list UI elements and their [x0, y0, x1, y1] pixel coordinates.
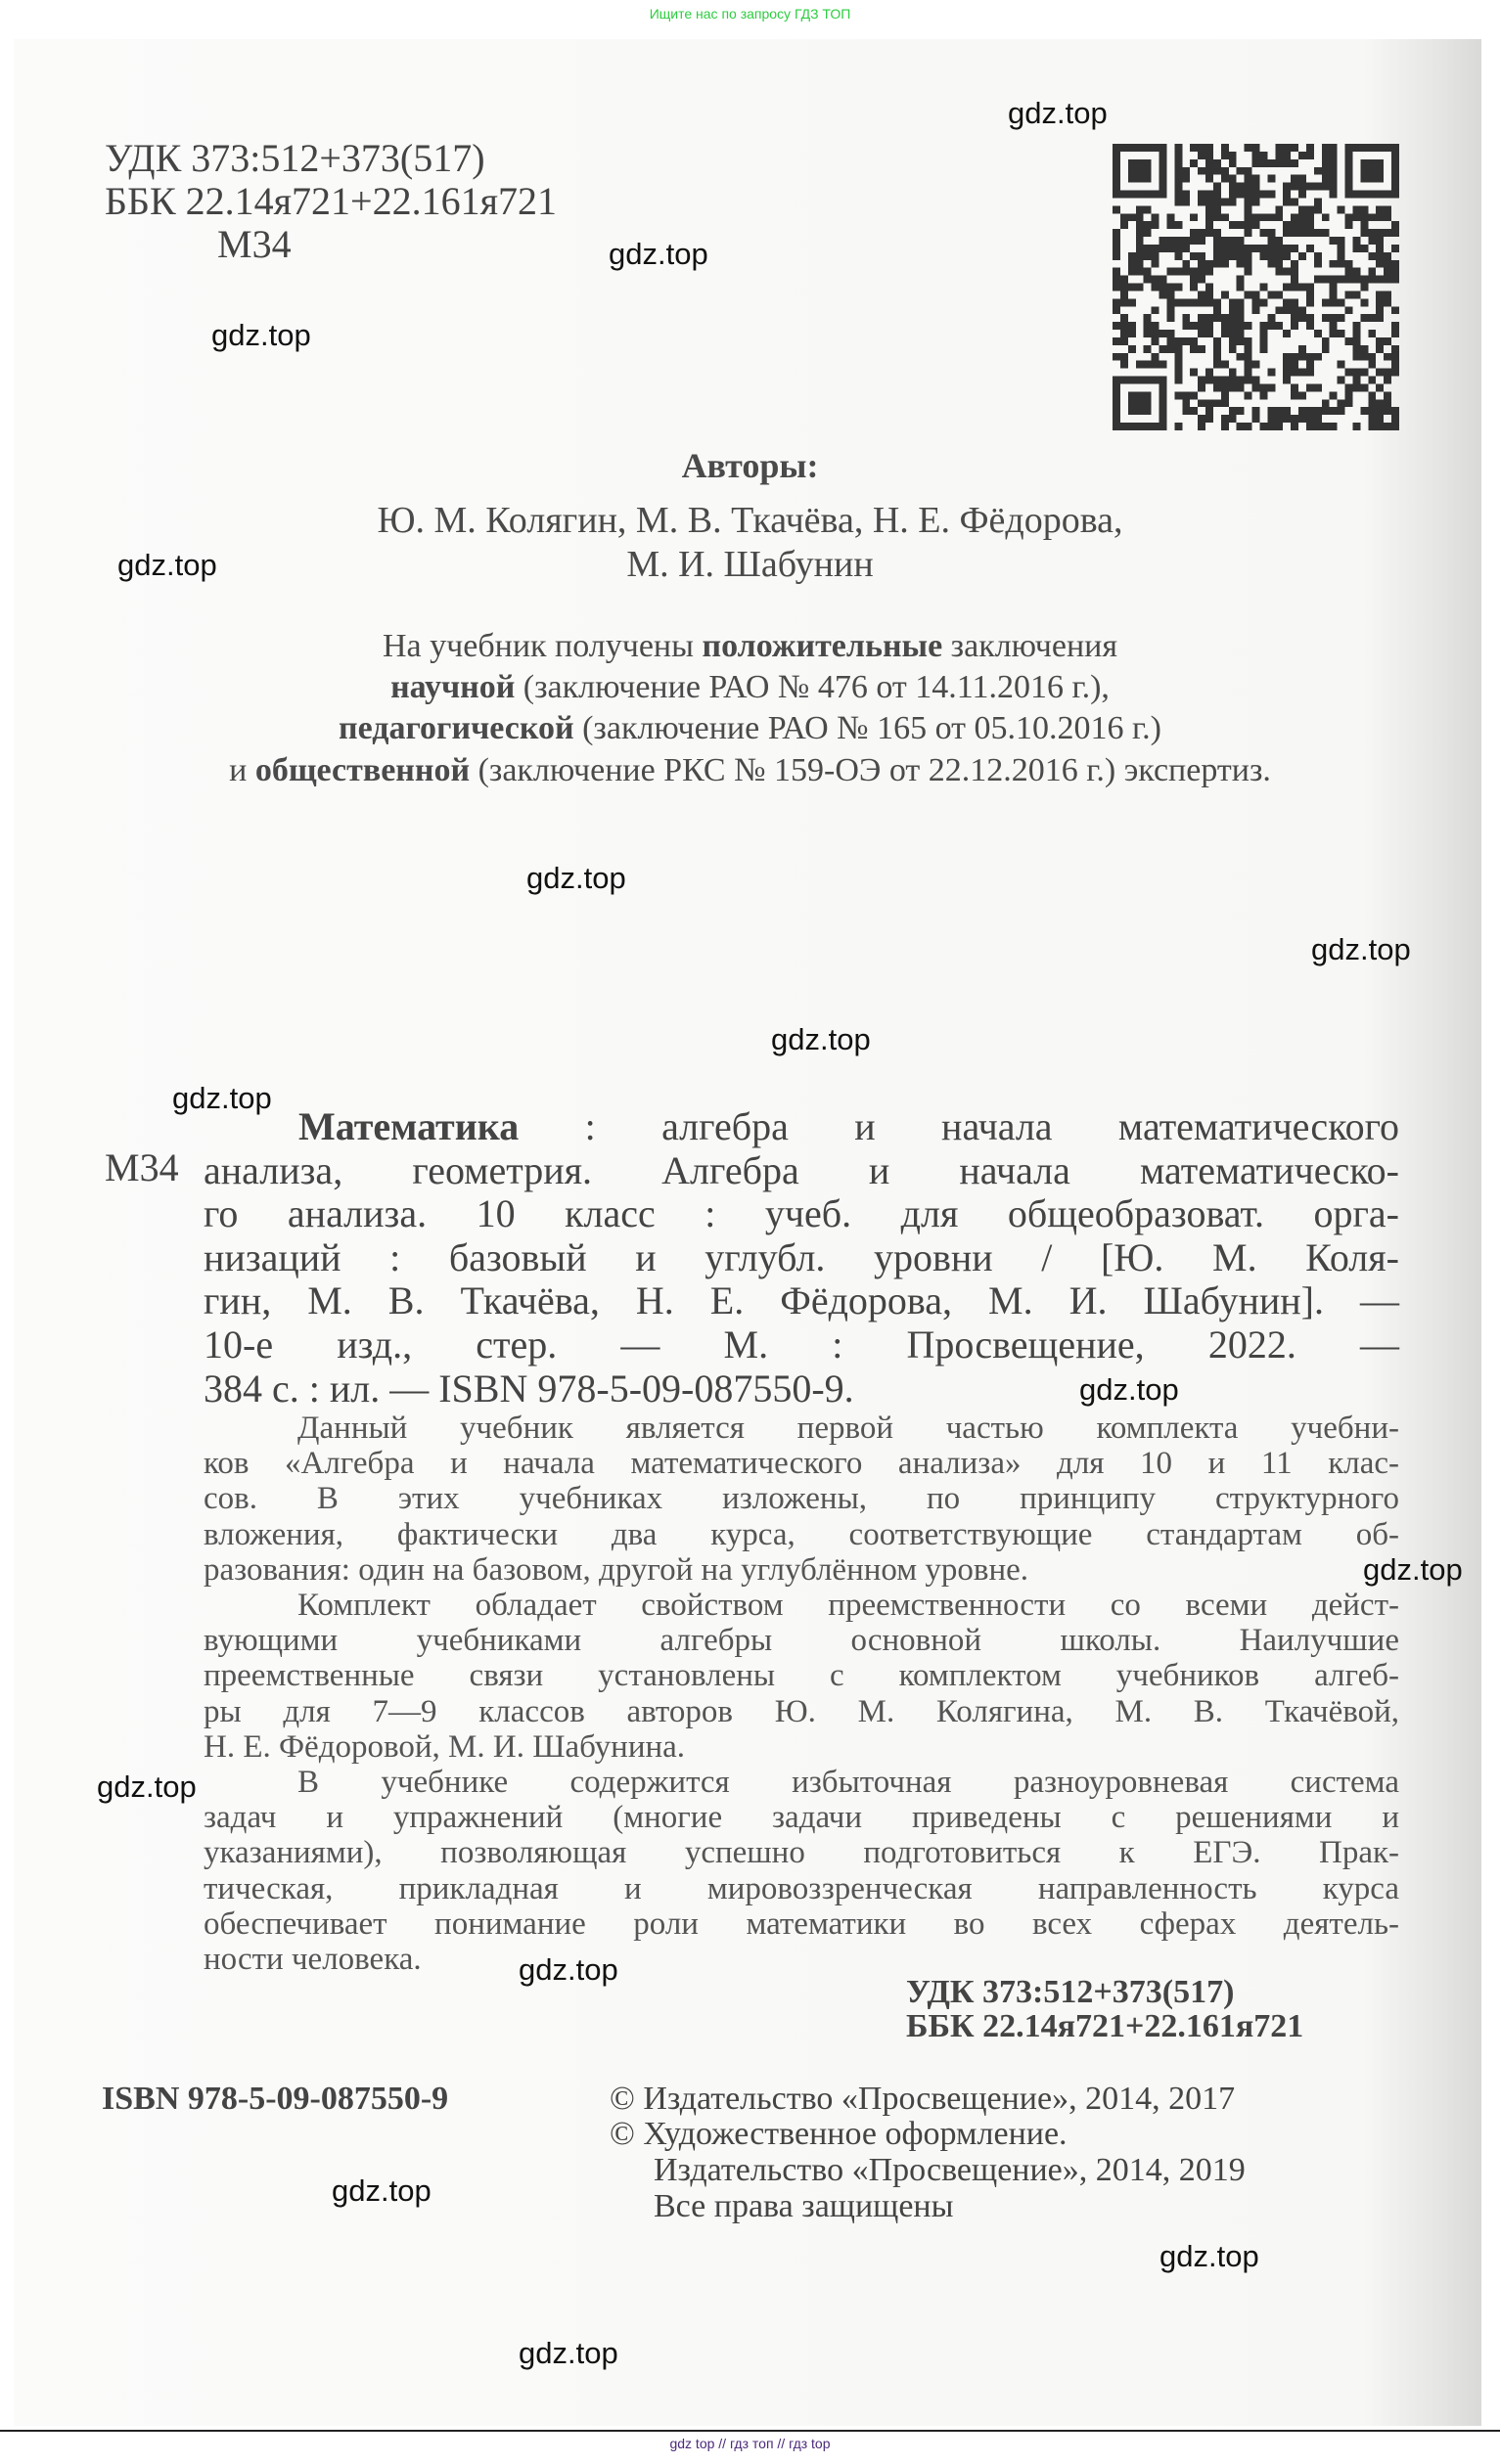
annotation-line: вложения, фактически два курса, соответствующие стандартам об- [204, 1516, 1399, 1552]
bbk-code-footer: ББК 22.14я721+22.161я721 [906, 2008, 1304, 2044]
bib-line: го анализа. 10 класс : учеб. для общеобразоват. орга- [204, 1191, 1399, 1236]
watermark: gdz.top [1363, 1552, 1463, 1587]
footer-divider [0, 2430, 1500, 2432]
qr-code[interactable] [1113, 144, 1399, 430]
annotation-line: обеспечивает понимание роли математики во всех сферах деятель- [204, 1905, 1399, 1942]
isbn: ISBN 978-5-09-087550-9 [102, 2081, 449, 2117]
watermark: gdz.top [771, 1022, 871, 1056]
bib-code: М34 [105, 1145, 179, 1189]
annotation-line: преемственные связи установлены с комплектом учебников алгеб- [204, 1658, 1399, 1694]
annotation-line: Данный учебник является первой частью комплекта учебни- [297, 1411, 1399, 1446]
watermark: gdz.top [1079, 1372, 1179, 1407]
authors-list: Ю. М. Колягин, М. В. Ткачёва, Н. Е. Фёдорова, [377, 500, 1123, 541]
annotation-line: сов. В этих учебниках изложены, по принципу структурного [204, 1481, 1399, 1517]
watermark: gdz.top [117, 548, 217, 582]
annotation-line: Н. Е. Фёдоровой, М. И. Шабунина. [204, 1728, 686, 1765]
copyright-line: Издательство «Просвещение», 2014, 2019 [654, 2152, 1246, 2188]
annotation-line: ности человека. [204, 1942, 422, 1977]
review-line: научной (заключение РАО № 476 от 14.11.2016 г.), [390, 669, 1110, 705]
watermark: gdz.top [97, 1770, 197, 1804]
copyright-line: Все права защищены [654, 2188, 954, 2224]
review-line: педагогической (заключение РАО № 165 от 05.10.2016 г.) [339, 710, 1161, 746]
watermark: gdz.top [526, 861, 626, 895]
bib-line: 384 с. : ил. — ISBN 978-5-09-087550-9. [204, 1366, 854, 1411]
bib-line: анализа, геометрия. Алгебра и начала математическо- [204, 1147, 1399, 1192]
authors-title: Авторы: [681, 446, 819, 485]
udk-code: УДК 373:512+373(517) [105, 136, 485, 180]
watermark: gdz.top [1311, 932, 1411, 966]
bib-line: низаций : базовый и углубл. уровни / [Ю. М. Коля- [204, 1234, 1399, 1279]
annotation-line: ры для 7—9 классов авторов Ю. М. Колягина, М. В. Ткачёвой, [204, 1693, 1399, 1729]
watermark: gdz.top [1008, 96, 1108, 130]
watermark: gdz.top [172, 1081, 272, 1115]
watermark: gdz.top [609, 237, 708, 271]
authors-list-2: М. И. Шабунин [626, 544, 874, 585]
footer-links[interactable]: gdz top // гдз топ // гдз top [669, 2436, 831, 2451]
author-mark: М34 [217, 222, 292, 266]
bib-line: Математика : алгебра и начала математического [298, 1104, 1399, 1148]
bib-line: гин, М. В. Ткачёва, Н. Е. Фёдорова, М. И. Шабунин]. — [204, 1278, 1399, 1323]
annotation-line: задач и упражнений (многие задачи приведены с решениями и [204, 1800, 1399, 1836]
annotation-line: Комплект обладает свойством преемственности со всеми дейст- [297, 1588, 1399, 1623]
copyright-line: © Художественное оформление. [610, 2116, 1068, 2152]
annotation-line: указаниями), позволяющая успешно подготовиться к ЕГЭ. Прак- [204, 1835, 1399, 1871]
review-line: и общественной (заключение РКС № 159-ОЭ от 22.12.2016 г.) экспертиз. [229, 752, 1271, 788]
bib-line: 10-е изд., стер. — М. : Просвещение, 2022. — [204, 1322, 1399, 1366]
watermark: gdz.top [211, 318, 311, 352]
review-line: На учебник получены положительные заключения [382, 628, 1118, 664]
watermark: gdz.top [332, 2173, 432, 2208]
search-banner: Ищите нас по запросу ГДЗ ТОП [649, 6, 851, 22]
bbk-code: ББК 22.14я721+22.161я721 [105, 179, 557, 223]
annotation-line: вующими учебниками алгебры основной школы. Наилучшие [204, 1623, 1399, 1659]
watermark: gdz.top [1159, 2239, 1259, 2273]
copyright-line: © Издательство «Просвещение», 2014, 2017 [610, 2081, 1236, 2117]
watermark: gdz.top [519, 2336, 618, 2370]
annotation-line: тическая, прикладная и мировоззренческая направленность курса [204, 1870, 1399, 1906]
annotation-line: ков «Алгебра и начала математического анализа» для 10 и 11 клас- [204, 1446, 1399, 1482]
watermark: gdz.top [519, 1952, 618, 1987]
annotation-line: разования: один на базовом, другой на углублённом уровне. [204, 1551, 1029, 1588]
udk-code-footer: УДК 373:512+373(517) [906, 1974, 1235, 2010]
annotation-line: В учебнике содержится избыточная разноуровневая система [297, 1765, 1399, 1800]
